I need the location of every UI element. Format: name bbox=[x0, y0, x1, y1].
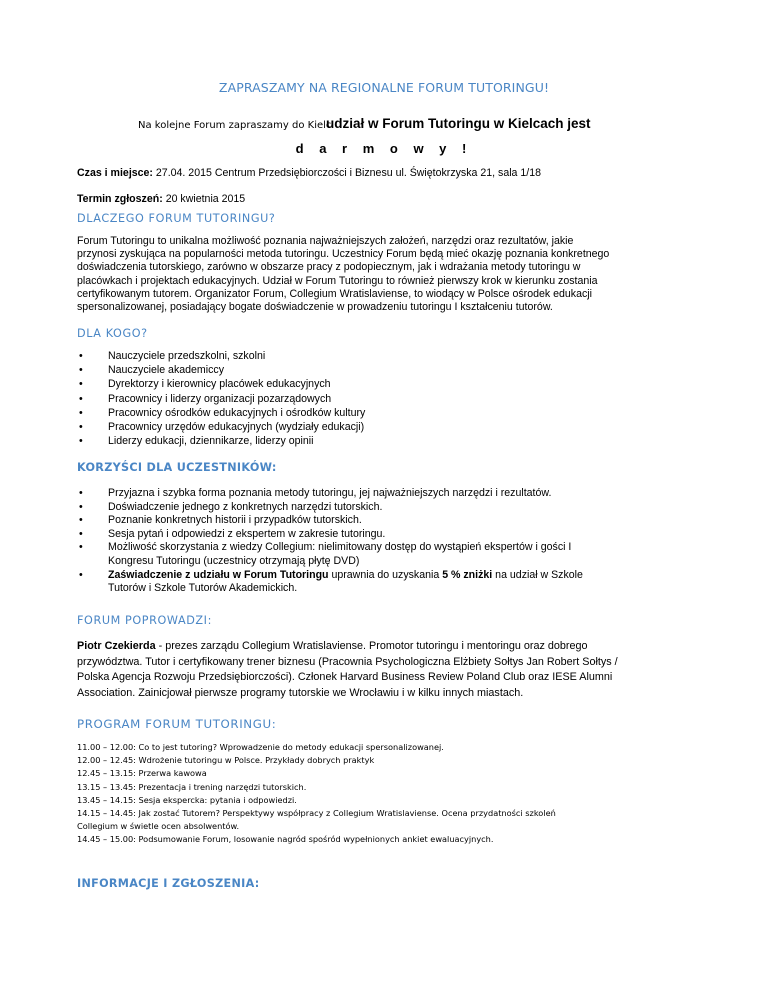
list-item: • Sesja pytań i odpowiedzi z ekspertem w zakresie tutoringu. bbox=[79, 527, 386, 540]
bullet-icon: • bbox=[79, 435, 83, 448]
bullet-icon: • bbox=[79, 392, 83, 405]
why-line: Forum Tutoringu to unikalna możliwość poznania najważniejszych założeń, narzędzi oraz rezultatów, jakie bbox=[77, 235, 574, 247]
date-place-label: Czas i miejsce: bbox=[77, 167, 153, 179]
list-item: • Pracownicy ośrodków edukacyjnych i ośrodków kultury bbox=[79, 406, 366, 419]
date-place bbox=[77, 167, 541, 179]
list-item: • Pracownicy i liderzy organizacji pozarządowych bbox=[79, 392, 332, 405]
list-item: • Możliwość skorzystania z wiedzy Collegium: nielimitowany dostęp do wystąpień ekspertów i gości I Kongresu Tutoringu (uczestnicy otrzymają płytę DVD) bbox=[79, 541, 572, 567]
list-item: • Nauczyciele przedszkolni, szkolni bbox=[79, 350, 266, 362]
audience-list bbox=[77, 349, 697, 448]
bullet-icon: • bbox=[79, 350, 83, 362]
page-title: ZAPRASZAMY NA REGIONALNE FORUM TUTORINGU! bbox=[218, 80, 550, 95]
list-item: • Nauczyciele akademiccy bbox=[79, 364, 224, 377]
list-item: • Przyjazna i szybka forma poznania metody tutoringu, jej najważniejszych narzędzi i rezultatów. bbox=[79, 487, 552, 499]
section-heading-info: INFORMACJE I ZGŁOSZENIA: bbox=[77, 877, 260, 890]
benefits-list bbox=[77, 487, 697, 596]
program-item: 13.45 – 14.15: Sesja ekspercka: pytania i odpowiedzi. bbox=[77, 794, 297, 805]
bullet-icon: • bbox=[79, 514, 83, 527]
why-paragraph bbox=[77, 235, 677, 314]
bullet-icon: • bbox=[79, 527, 83, 540]
why-line: doświadczenia tutorskiego, zarówno w obszarze pracy z podopiecznym, jak i wdrażania metody tutoringu w bbox=[77, 261, 581, 274]
host-paragraph: Piotr Czekierda - prezes zarządu Collegium Wratislaviense. Promotor tutoringu i mentoringu oraz dobrego przywództwa. Tutor i certyfikowany trener biznesu (Pracownia Psychologiczna Elżbiety Sołtys Jan Robert Sołtys / Polska Agencja Rozwoju Przedsiębiorczości). Członek Harvard Business Review Poland Club oraz IESE Alumni Association. Zainicjował pierwsze programy tutorskie we Wrocławiu i w kilku innych miastach. bbox=[77, 640, 618, 699]
program-list bbox=[77, 741, 677, 847]
list-item: • Pracownicy urzędów edukacyjnych (wydziały edukacji) bbox=[79, 421, 365, 434]
deadline-value: 20 kwietnia 2015 bbox=[162, 193, 246, 205]
bullet-icon: • bbox=[79, 421, 83, 434]
program-item: 12.45 – 13.15: Przerwa kawowa bbox=[77, 768, 207, 779]
section-heading-host: FORUM POPROWADZI: bbox=[77, 614, 212, 627]
section-heading-why: DLACZEGO FORUM TUTORINGU? bbox=[77, 212, 276, 225]
list-item: • Dyrektorzy i kierownicy placówek edukacyjnych bbox=[79, 378, 331, 391]
program-item: 13.15 – 13.45: Prezentacja i trening narzędzi tutorskich. bbox=[77, 781, 307, 792]
bullet-icon: • bbox=[79, 487, 83, 499]
bullet-icon: • bbox=[79, 500, 83, 513]
host-name: Piotr Czekierda bbox=[77, 640, 156, 652]
program-item: 14.45 – 15.00: Podsumowanie Forum, losowanie nagród spośród wypełnionych ankiet ewaluacyjnych. bbox=[77, 834, 494, 845]
section-heading-who: DLA KOGO? bbox=[77, 327, 148, 340]
intro-text: Na kolejne Forum zapraszamy do Kielc bbox=[138, 120, 332, 131]
date-place-value: 27.04. 2015 Centrum Przedsiębiorczości i Biznesu ul. Świętokrzyska 21, sala 1/18 bbox=[152, 167, 542, 179]
program-item: Collegium w świetle ocen absolwentów. bbox=[77, 821, 240, 832]
program-item: 14.15 – 14.45: Jak zostać Tutorem? Perspektywy współpracy z Collegium Wratislaviense. Ocena przydatności szkoleń bbox=[77, 808, 556, 819]
intro-highlight: udział w Forum Tutoringu w Kielcach jest bbox=[326, 116, 591, 131]
bullet-icon: • bbox=[79, 541, 83, 554]
why-line: certyfikowanym tutorem. Organizator Forum, Collegium Wratislaviense, to wiodący w Polsce ośrodek edukacji bbox=[77, 287, 592, 300]
deadline-label: Termin zgłoszeń: bbox=[77, 193, 163, 205]
bullet-icon: • bbox=[79, 406, 83, 419]
why-line: przynosi zyskująca na popularności metoda tutoringu. Uczestnicy Forum będą mieć okazję poznania konkretnego bbox=[77, 248, 610, 261]
program-item: 12.00 – 12.45: Wdrożenie tutoringu w Polsce. Przykłady dobrych praktyk bbox=[77, 755, 375, 766]
bullet-icon: • bbox=[79, 378, 83, 391]
free-notice: d a r m o w y ! bbox=[295, 141, 473, 156]
why-line: placówkach i projektach edukacyjnych. Udział w Forum Tutoringu to również pierwszy krok w kierunku zostania bbox=[77, 274, 598, 287]
list-item: • Liderzy edukacji, dziennikarze, liderzy opinii bbox=[79, 435, 314, 448]
section-heading-program: PROGRAM FORUM TUTORINGU: bbox=[77, 717, 277, 731]
list-item: • Poznanie konkretnych historii i przypadków tutorskich. bbox=[79, 514, 362, 527]
list-item: • Zaświadczenie z udziału w Forum Tutoringu uprawnia do uzyskania 5 % zniżki na udział w Szkole Tutorów i Szkole Tutorów Akademickich. bbox=[79, 568, 583, 595]
bullet-icon: • bbox=[79, 568, 83, 581]
program-item: 11.00 – 12.00: Co to jest tutoring? Wprowadzenie do metody edukacji spersonalizowanej. bbox=[77, 742, 444, 752]
list-item: • Doświadczenie jednego z konkretnych narzędzi tutorskich. bbox=[79, 500, 383, 513]
bullet-icon: • bbox=[79, 364, 83, 377]
why-line: spersonalizowanej, posiadający bogate doświadczenie w prowadzeniu tutoringu I kształceniu tutorów. bbox=[77, 301, 553, 314]
section-heading-benefits: KORZYŚCI DLA UCZESTNIKÓW: bbox=[77, 461, 277, 474]
registration-deadline bbox=[77, 193, 245, 205]
